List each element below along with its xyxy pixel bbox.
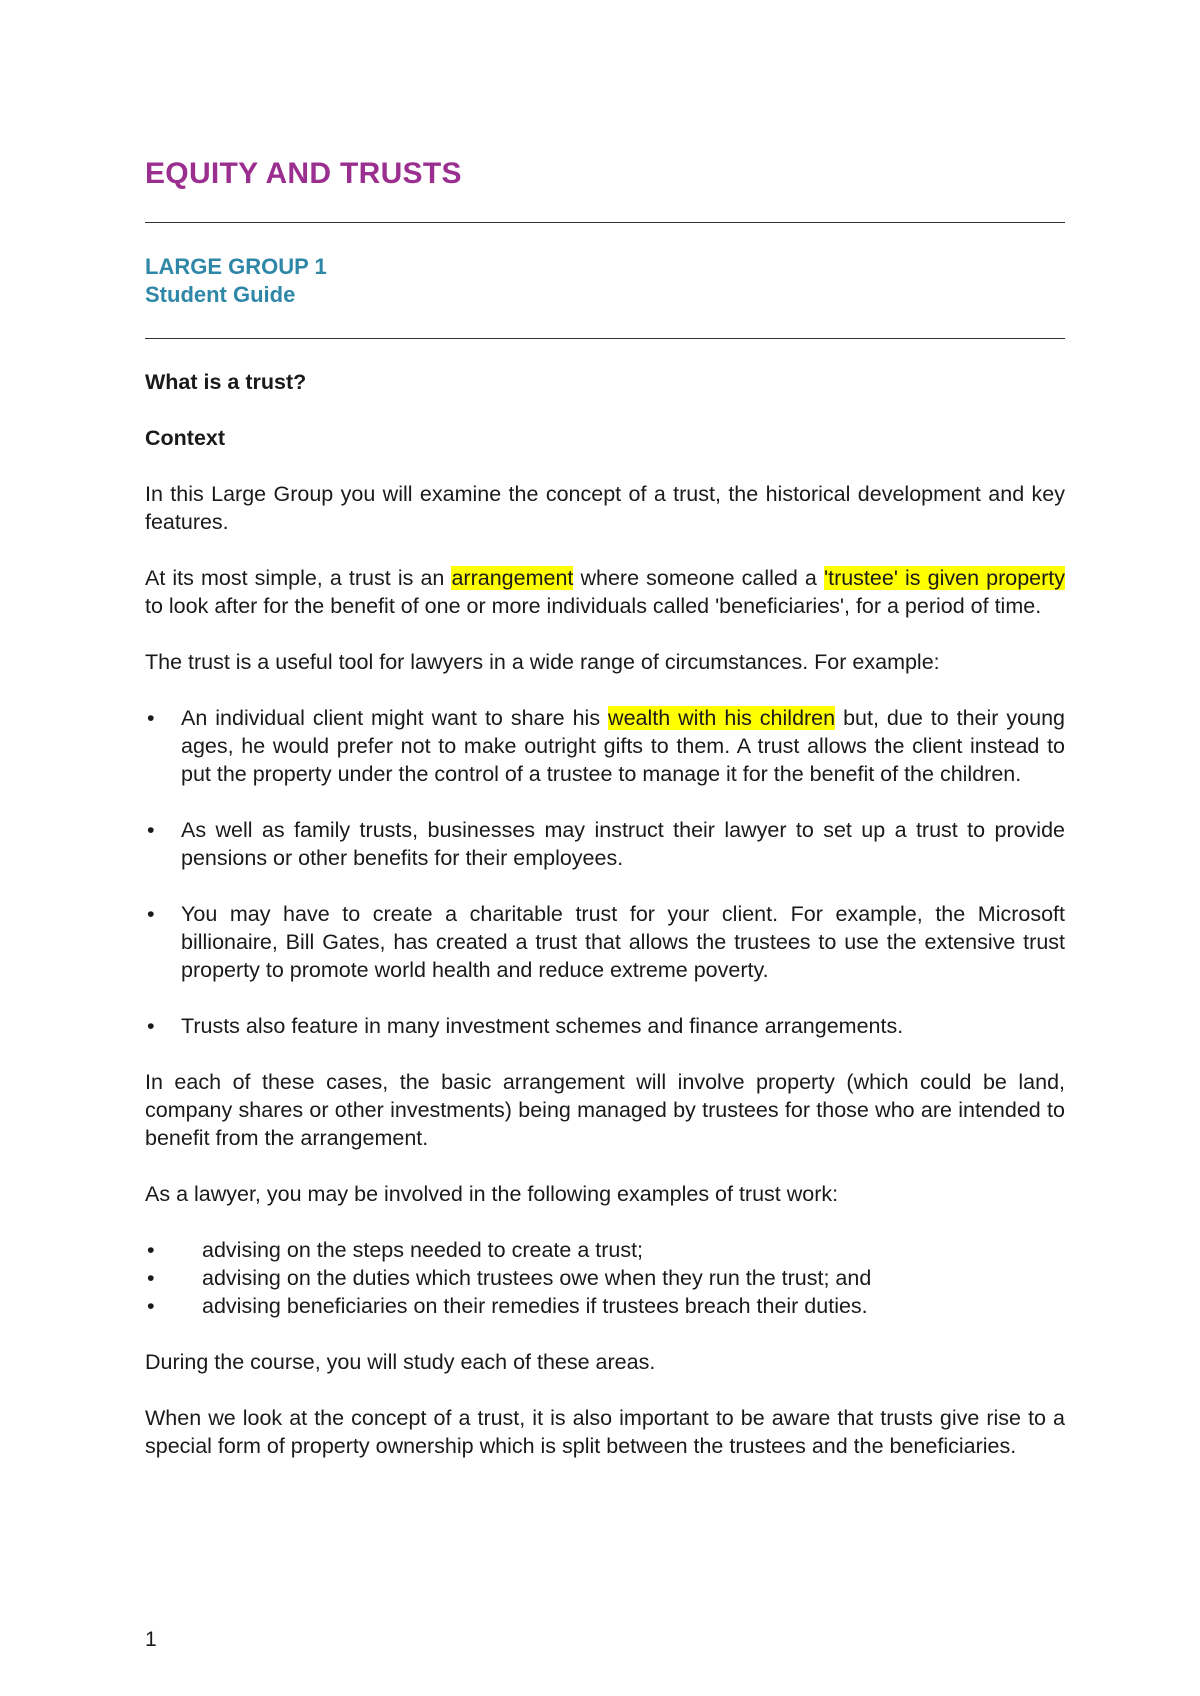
list-item (145, 1264, 1065, 1292)
paragraph-lawyer-involvement: As a lawyer, you may be involved in the following examples of trust work: (145, 1182, 839, 1206)
bullet-icon: • (147, 706, 155, 730)
examples-list (145, 704, 1065, 1040)
bullet-icon: • (147, 902, 155, 926)
list-item (145, 900, 1065, 984)
bullet-icon: • (147, 1238, 155, 1262)
list-item (145, 704, 1065, 788)
paragraph-definition (145, 564, 1065, 620)
large-group-heading: LARGE GROUP 1 (145, 254, 327, 279)
paragraph-intro: In this Large Group you will examine the concept of a trust, the historical development and key features. (145, 482, 1065, 534)
bullet-icon: • (147, 1014, 155, 1038)
text-run: where someone called a (573, 566, 824, 590)
bullet-icon: • (147, 818, 155, 842)
document-body (145, 368, 1065, 1488)
list-item (145, 1292, 1065, 1320)
list-item (145, 1012, 1065, 1040)
paragraph-course-study: During the course, you will study each of these areas. (145, 1350, 656, 1374)
text-run: advising beneficiaries on their remedies if trustees breach their duties. (202, 1294, 868, 1318)
paragraph-basic-arrangement: In each of these cases, the basic arrangement will involve property (which could be land, company shares or other investments) being managed by trustees for those who are intended to benefit from the arrangement. (145, 1070, 1065, 1150)
text-run: At its most simple, a trust is an (145, 566, 452, 590)
top-divider (145, 222, 1065, 223)
bullet-icon: • (147, 1294, 155, 1318)
text-run: to look after for the benefit of one or more individuals called 'beneficiaries', for a period of time. (145, 594, 1042, 618)
text-run: but, due to their young ages, he would prefer not to make outright gifts to them. A trust allows the client instead to put the property under the control of a trustee to manage it for the benefit of the children. (181, 706, 1065, 786)
highlighted-text: arrangement (451, 566, 574, 590)
text-run: As well as family trusts, businesses may instruct their lawyer to set up a trust to provide pensions or other benefits for their employees. (181, 818, 1065, 870)
document-title: EQUITY AND TRUSTS (145, 157, 462, 190)
bottom-divider (145, 338, 1065, 339)
highlighted-text: wealth with his children (608, 706, 836, 730)
text-run: advising on the steps needed to create a trust; (202, 1238, 644, 1262)
text-run: You may have to create a charitable trust for your client. For example, the Microsoft billionaire, Bill Gates, has created a trust that allows the trustees to use the extensive trust property to promote world health and reduce extreme poverty. (181, 902, 1065, 982)
text-run: Trusts also feature in many investment schemes and finance arrangements. (181, 1014, 904, 1038)
student-guide-heading: Student Guide (145, 282, 296, 307)
paragraph-property-ownership: When we look at the concept of a trust, it is also important to be aware that trusts give rise to a special form of property ownership which is split between the trustees and the beneficiaries. (145, 1406, 1065, 1458)
list-item (145, 816, 1065, 872)
highlighted-text: 'trustee' is given property (823, 566, 1065, 590)
trust-work-list (145, 1236, 1065, 1320)
text-run: An individual client might want to share his (181, 706, 609, 730)
section-heading-context: Context (145, 426, 226, 450)
paragraph-useful-tool: The trust is a useful tool for lawyers in a wide range of circumstances. For example: (145, 650, 940, 674)
section-heading-what-is-trust: What is a trust? (145, 370, 307, 394)
bullet-icon: • (147, 1266, 155, 1290)
text-run: advising on the duties which trustees owe when they run the trust; and (202, 1266, 872, 1290)
list-item (145, 1236, 1065, 1264)
page-number: 1 (145, 1628, 157, 1651)
